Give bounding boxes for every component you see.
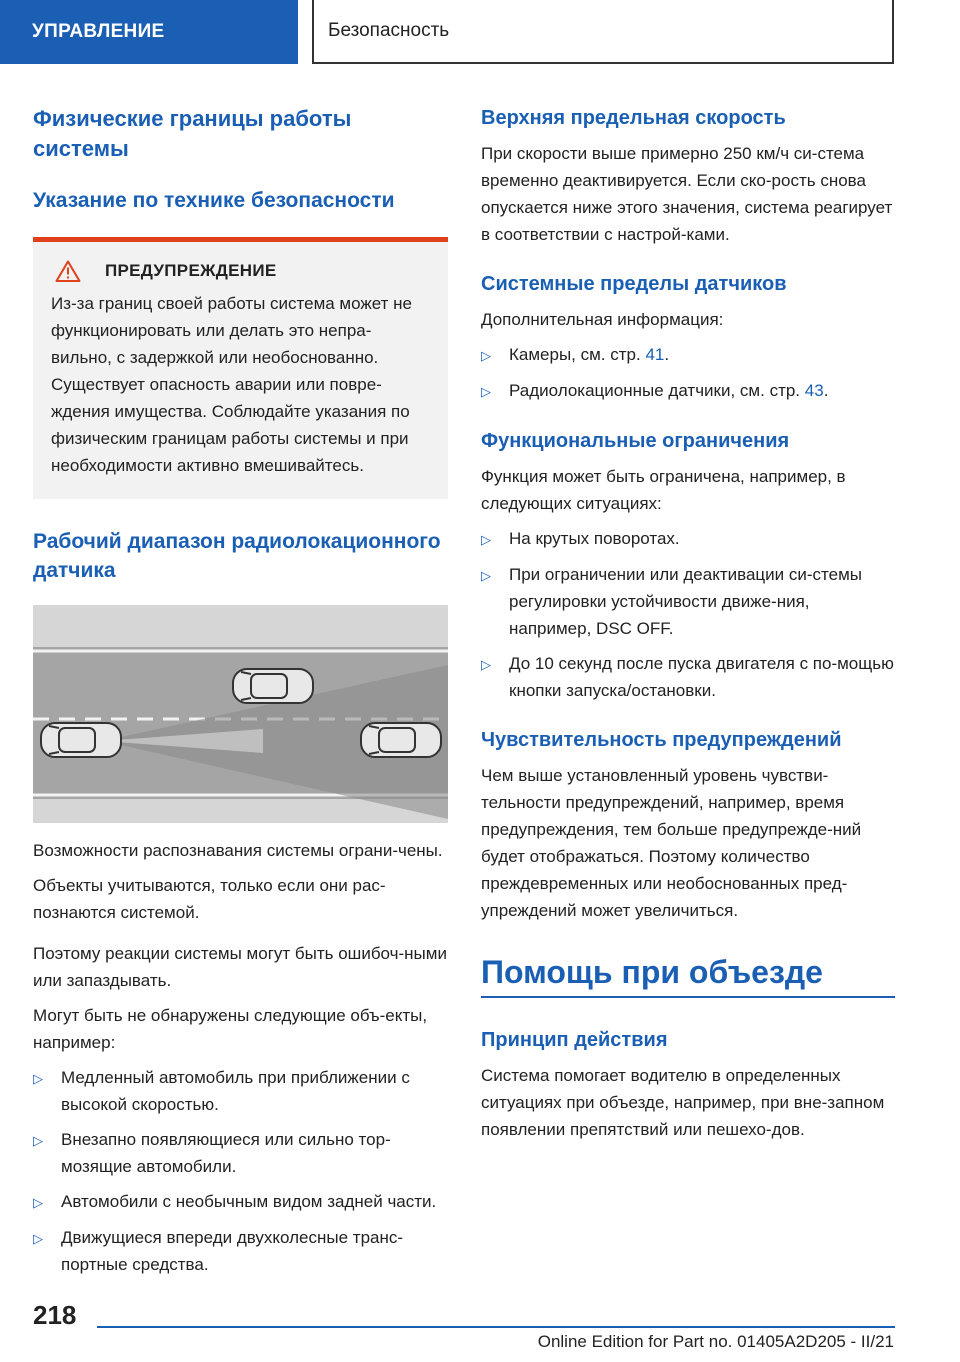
page-link-radar[interactable]: 43	[804, 381, 824, 400]
warning-header	[51, 260, 430, 282]
safety-note-subtitle: Указание по технике безопасности	[33, 189, 395, 212]
warning-triangle-icon	[55, 260, 81, 282]
paragraph: Поэтому реакции системы могут быть ошибоч-ными или запаздывать.	[33, 944, 447, 990]
title-rule	[481, 996, 895, 998]
list-item: ▷ На крутых поворотах.	[481, 525, 895, 553]
list-item: ▷ Камеры, см. стр. 41.	[481, 341, 895, 369]
paragraph: Могут быть не обнаружены следующие объ-екты, например:	[33, 1006, 428, 1052]
undetected-objects-list	[33, 1064, 448, 1278]
paragraph: Чем выше установленный уровень чувстви-тельности предупреждений, например, время предупреждения, тем больше предупрежде-ний будет отображаться. Поэтому количество преждевременных или необоснованных пред-упреждений может увеличиться.	[481, 766, 862, 920]
paragraph: Возможности распознавания системы ограни-чены.	[33, 841, 443, 860]
warning-sensitivity-title: Чувствительность предупреждений	[481, 729, 842, 751]
warning-box	[33, 237, 448, 499]
physical-limits-title: Физические границы работы системы	[33, 106, 352, 161]
bullet-triangle-icon: ▷	[33, 1195, 43, 1210]
bullet-triangle-icon: ▷	[481, 532, 491, 547]
bullet-triangle-icon: ▷	[481, 384, 491, 399]
car-icon	[233, 669, 313, 703]
speed-limit-title: Верхняя предельная скорость	[481, 107, 786, 129]
list-item: ▷ Медленный автомобиль при приближении с высокой скоростью.	[33, 1064, 448, 1118]
page-link-cameras[interactable]: 41	[645, 345, 665, 364]
section-tab[interactable]: УПРАВЛЕНИЕ	[0, 0, 298, 64]
bullet-triangle-icon: ▷	[481, 657, 491, 672]
footer-rule	[97, 1326, 895, 1328]
car-icon	[41, 723, 121, 757]
paragraph: При скорости выше примерно 250 км/ч си-стема временно деактивируется. Если ско-рость снова опускается ниже этого значения, система реагирует в соответствии с настрой-ками.	[481, 144, 893, 244]
evasion-assist-title: Помощь при объезде	[481, 954, 823, 990]
left-column	[33, 104, 448, 1278]
bullet-triangle-icon: ▷	[33, 1133, 43, 1148]
principle-title: Принцип действия	[481, 1029, 668, 1051]
list-item: ▷ Автомобили с необычным видом задней части.	[33, 1188, 448, 1216]
radar-range-title: Рабочий диапазон радиолокационного датчика	[33, 530, 441, 582]
car-icon	[361, 723, 441, 757]
radar-range-illustration	[33, 605, 448, 823]
sensor-limits-title: Системные пределы датчиков	[481, 273, 787, 295]
page-number: 218	[33, 1300, 77, 1330]
paragraph: Функция может быть ограничена, например, в следующих ситуациях:	[481, 467, 846, 513]
bullet-triangle-icon: ▷	[481, 568, 491, 583]
chapter-title: Безопасность	[312, 0, 894, 64]
list-item: ▷ Радиолокационные датчики, см. стр. 43.	[481, 377, 895, 405]
bullet-triangle-icon: ▷	[33, 1071, 43, 1086]
functional-limits-list	[481, 525, 895, 704]
paragraph: Дополнительная информация:	[481, 310, 724, 329]
sensor-links-list	[481, 341, 895, 405]
bullet-triangle-icon: ▷	[481, 348, 491, 363]
list-item: ▷ Внезапно появляющиеся или сильно тор-мозящие автомобили.	[33, 1126, 448, 1180]
paragraph: Система помогает водителю в определенных ситуациях при объезде, например, при вне-запном появлении препятствий или пешехо-дов.	[481, 1066, 885, 1139]
warning-label: ПРЕДУПРЕЖДЕНИЕ	[105, 261, 277, 280]
list-item: ▷ Движущиеся впереди двухколесные транс-портные средства.	[33, 1224, 448, 1278]
bullet-triangle-icon: ▷	[33, 1231, 43, 1246]
radar-road-diagram	[33, 605, 448, 823]
list-item: ▷ До 10 секунд после пуска двигателя с по-мощью кнопки запуска/остановки.	[481, 650, 895, 704]
edition-info: Online Edition for Part no. 01405A2D205 - II/21	[537, 1332, 894, 1351]
functional-limits-title: Функциональные ограничения	[481, 430, 790, 452]
right-column	[481, 104, 895, 1143]
paragraph: Объекты учитываются, только если они рас-познаются системой.	[33, 876, 386, 922]
list-item: ▷ При ограничении или деактивации си-стемы регулировки устойчивости движе-ния, например, DSC OFF.	[481, 561, 895, 642]
warning-text: Из-за границ своей работы система может не функционировать или делать это непра-вильно, с задержкой или необоснованно. Существует опасность аварии или повре-ждения имущества. Соблюдайте указания по физическим границам работы системы и при необходимости активно вмешивайтесь.	[51, 294, 413, 475]
